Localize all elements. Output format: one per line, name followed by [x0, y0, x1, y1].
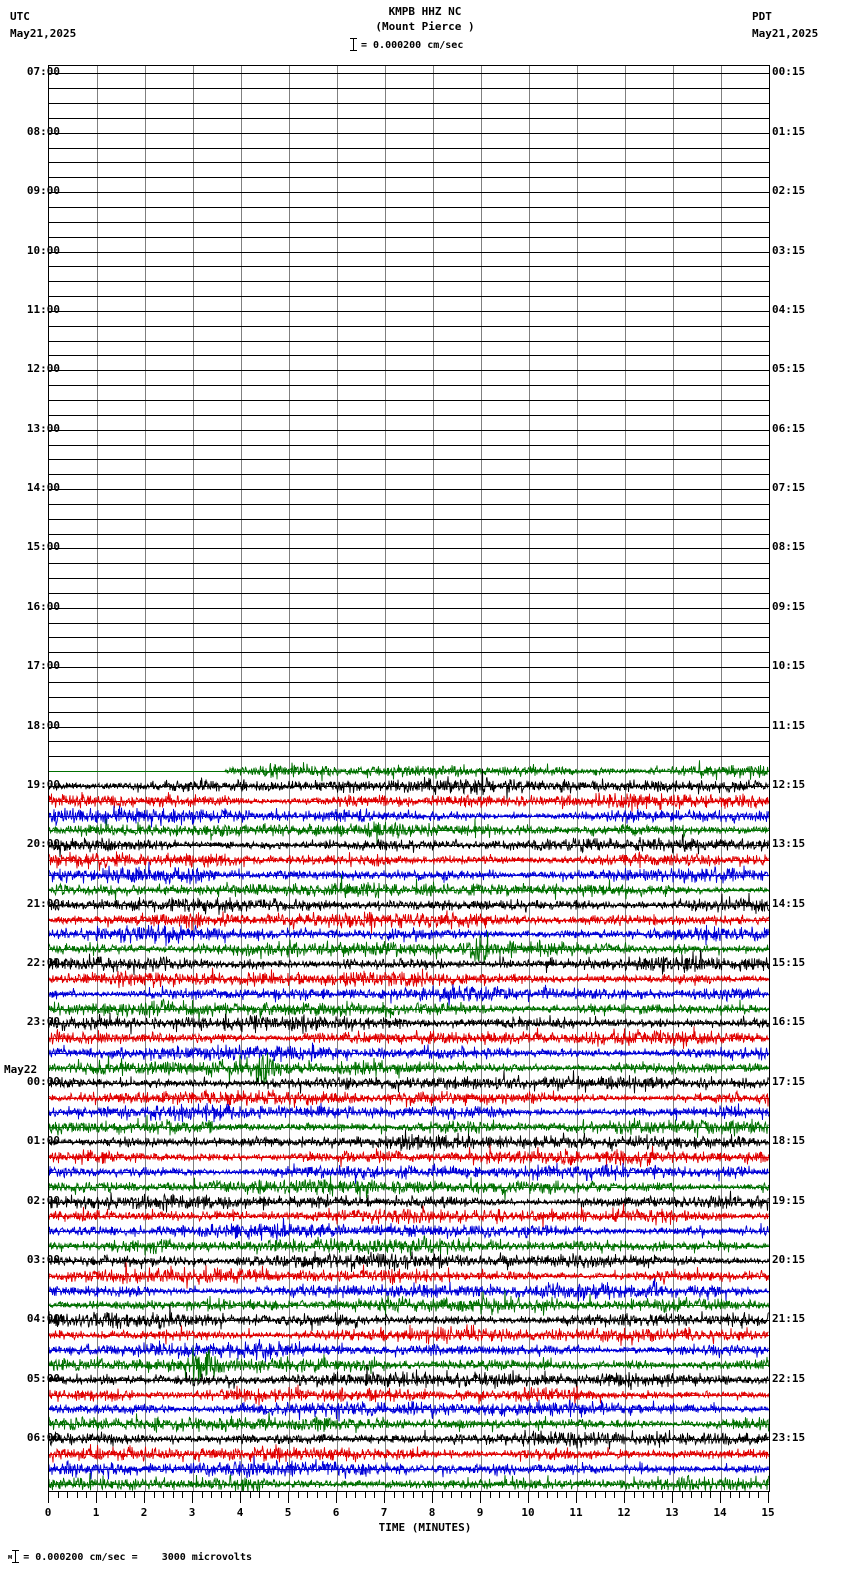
x-axis-minor-tick: [67, 1491, 68, 1498]
station-code: KMPB HHZ NC: [388, 5, 462, 18]
x-axis-minor-tick: [730, 1491, 731, 1498]
x-axis-major-tick: [672, 1491, 673, 1503]
header-right-zone: PDT: [752, 10, 772, 23]
pdt-hour-label: 00:15: [772, 65, 806, 79]
trace-baseline: [49, 355, 769, 356]
x-axis-title: TIME (MINUTES): [378, 1521, 472, 1534]
x-axis-tick-label: 15: [761, 1506, 775, 1519]
x-axis-tick-label: 4: [236, 1506, 244, 1519]
header-scale-bar: [350, 38, 463, 51]
utc-hour-label: 06:00: [26, 1431, 60, 1445]
x-axis-minor-tick: [278, 1491, 279, 1498]
x-axis-minor-tick: [758, 1491, 759, 1498]
trace-baseline: [49, 326, 769, 327]
pdt-hour-label: 21:15: [772, 1312, 806, 1326]
x-axis-minor-tick: [442, 1491, 443, 1498]
x-axis-major-tick: [720, 1491, 721, 1503]
x-axis-tick-label: 10: [521, 1506, 535, 1519]
x-axis-minor-tick: [346, 1491, 347, 1498]
pdt-hour-label: 18:15: [772, 1134, 806, 1148]
pdt-hour-label: 09:15: [772, 599, 806, 613]
x-axis-minor-tick: [182, 1491, 183, 1498]
trace-baseline: [49, 311, 769, 312]
pdt-hour-label: 22:15: [772, 1371, 806, 1385]
trace-baseline: [49, 474, 769, 475]
x-axis-tick-label: 11: [569, 1506, 583, 1519]
trace-baseline: [49, 563, 769, 564]
trace-baseline: [49, 341, 769, 342]
header-right-timezone-block: [752, 8, 840, 42]
x-axis-minor-tick: [365, 1491, 366, 1498]
x-axis-major-tick: [96, 1491, 97, 1503]
x-axis-tick-label: 7: [380, 1506, 388, 1519]
trace-baseline: [49, 445, 769, 446]
pdt-hour-label: 04:15: [772, 302, 806, 316]
x-axis-tick-label: 9: [476, 1506, 484, 1519]
pdt-hour-label: 13:15: [772, 837, 806, 851]
x-axis-major-tick: [576, 1491, 577, 1503]
utc-hour-label: 17:00: [26, 659, 60, 673]
x-axis-minor-tick: [173, 1491, 174, 1498]
trace-baseline: [49, 682, 769, 683]
x-axis-minor-tick: [682, 1491, 683, 1498]
x-axis-line: [48, 1491, 769, 1492]
trace-baseline: [49, 88, 769, 89]
x-axis-minor-tick: [125, 1491, 126, 1498]
x-axis-tick-label: 0: [44, 1506, 52, 1519]
helicorder-plot-inner: [49, 66, 769, 1491]
pdt-hour-label: 10:15: [772, 659, 806, 673]
trace-baseline: [49, 415, 769, 416]
x-axis-minor-tick: [307, 1491, 308, 1498]
x-axis-minor-tick: [355, 1491, 356, 1498]
x-axis-minor-tick: [326, 1491, 327, 1498]
x-axis-major-tick: [384, 1491, 385, 1503]
trace-baseline: [49, 207, 769, 208]
header-right-date: May21,2025: [752, 27, 819, 40]
pdt-hour-label: 19:15: [772, 1193, 806, 1207]
trace-baseline: [49, 741, 769, 742]
x-axis-minor-tick: [739, 1491, 740, 1498]
utc-hour-label: 10:00: [26, 243, 60, 257]
trace-baseline: [49, 133, 769, 134]
trace-baseline: [49, 103, 769, 104]
trace-baseline: [49, 623, 769, 624]
utc-hour-label: 20:00: [26, 837, 60, 851]
x-axis-major-tick: [432, 1491, 433, 1503]
x-axis-tick-label: 1: [92, 1506, 100, 1519]
x-axis-major-tick: [288, 1491, 289, 1503]
x-axis-minor-tick: [230, 1491, 231, 1498]
pdt-hour-label: 15:15: [772, 956, 806, 970]
trace-baseline: [49, 459, 769, 460]
x-axis-minor-tick: [211, 1491, 212, 1498]
trace-baseline: [49, 578, 769, 579]
trace-baseline: [49, 252, 769, 253]
trace-baseline: [49, 296, 769, 297]
x-axis-minor-tick: [86, 1491, 87, 1498]
x-axis-tick-label: 13: [665, 1506, 679, 1519]
x-axis-tick-label: 3: [188, 1506, 196, 1519]
x-axis-major-tick: [480, 1491, 481, 1503]
x-axis-minor-tick: [317, 1491, 318, 1498]
x-axis-minor-tick: [163, 1491, 164, 1498]
trace-baseline: [49, 504, 769, 505]
trace-baseline: [49, 148, 769, 149]
trace-baseline: [49, 192, 769, 193]
seismic-trace: [49, 1466, 769, 1491]
utc-hour-label: 07:00: [26, 65, 60, 79]
x-axis-minor-tick: [518, 1491, 519, 1498]
utc-hour-label: 09:00: [26, 184, 60, 198]
pdt-hour-label: 07:15: [772, 481, 806, 495]
pdt-hour-label: 16:15: [772, 1015, 806, 1029]
date-change-label: May22: [4, 1062, 38, 1076]
trace-baseline: [49, 73, 769, 74]
trace-baseline: [49, 370, 769, 371]
x-axis-minor-tick: [451, 1491, 452, 1498]
x-axis-tick-label: 6: [332, 1506, 340, 1519]
helicorder-plot[interactable]: [48, 65, 770, 1492]
footer-scale-note: [8, 1550, 252, 1563]
x-axis-minor-tick: [250, 1491, 251, 1498]
x-axis-minor-tick: [422, 1491, 423, 1498]
trace-baseline: [49, 727, 769, 728]
trace-baseline: [49, 637, 769, 638]
utc-hour-label: 12:00: [26, 362, 60, 376]
trace-baseline: [49, 593, 769, 594]
x-axis-major-tick: [528, 1491, 529, 1503]
trace-baseline: [49, 489, 769, 490]
pdt-hour-label: 05:15: [772, 362, 806, 376]
x-axis-minor-tick: [77, 1491, 78, 1498]
pdt-hour-label: 20:15: [772, 1252, 806, 1266]
x-axis-minor-tick: [461, 1491, 462, 1498]
pdt-hour-label: 02:15: [772, 184, 806, 198]
pdt-hour-label: 03:15: [772, 243, 806, 257]
trace-baseline: [49, 712, 769, 713]
trace-baseline: [49, 652, 769, 653]
utc-hour-label: 19:00: [26, 777, 60, 791]
x-axis-minor-tick: [547, 1491, 548, 1498]
utc-hour-label: 00:00: [26, 1074, 60, 1088]
footer-i-beam-scale-icon: [12, 1550, 19, 1563]
utc-hour-label: 22:00: [26, 956, 60, 970]
pdt-hour-label: 12:15: [772, 777, 806, 791]
pdt-hour-label: 14:15: [772, 896, 806, 910]
x-axis-minor-tick: [643, 1491, 644, 1498]
x-axis-minor-tick: [221, 1491, 222, 1498]
x-axis-major-tick: [48, 1491, 49, 1503]
trace-baseline: [49, 430, 769, 431]
x-axis-minor-tick: [749, 1491, 750, 1498]
x-axis-minor-tick: [403, 1491, 404, 1498]
pdt-hour-label: 08:15: [772, 540, 806, 554]
trace-baseline: [49, 534, 769, 535]
utc-hour-label: 13:00: [26, 421, 60, 435]
trace-baseline: [49, 667, 769, 668]
trace-baseline: [49, 385, 769, 386]
x-axis-minor-tick: [538, 1491, 539, 1498]
x-axis-minor-tick: [710, 1491, 711, 1498]
x-axis-minor-tick: [58, 1491, 59, 1498]
x-axis-minor-tick: [490, 1491, 491, 1498]
trace-baseline: [49, 162, 769, 163]
x-axis-minor-tick: [115, 1491, 116, 1498]
footer-micro-prefix: м: [8, 1553, 13, 1561]
utc-hour-label: 04:00: [26, 1312, 60, 1326]
utc-hour-label: 01:00: [26, 1134, 60, 1148]
pdt-hour-label: 11:15: [772, 718, 806, 732]
x-axis-major-tick: [624, 1491, 625, 1503]
trace-baseline: [49, 237, 769, 238]
x-axis-minor-tick: [605, 1491, 606, 1498]
x-axis-minor-tick: [653, 1491, 654, 1498]
x-axis-minor-tick: [586, 1491, 587, 1498]
x-axis-minor-tick: [509, 1491, 510, 1498]
x-axis-tick-label: 12: [617, 1506, 631, 1519]
x-axis-minor-tick: [269, 1491, 270, 1498]
x-axis-tick-label: 5: [284, 1506, 292, 1519]
x-axis-major-tick: [336, 1491, 337, 1503]
utc-hour-label: 15:00: [26, 540, 60, 554]
x-axis-minor-tick: [202, 1491, 203, 1498]
utc-hour-label: 08:00: [26, 124, 60, 138]
trace-baseline: [49, 697, 769, 698]
x-axis-minor-tick: [691, 1491, 692, 1498]
x-axis-minor-tick: [566, 1491, 567, 1498]
header-station-block: [0, 4, 850, 34]
x-axis-minor-tick: [154, 1491, 155, 1498]
trace-baseline: [49, 177, 769, 178]
x-axis: [48, 1491, 769, 1505]
x-axis-major-tick: [240, 1491, 241, 1503]
trace-baseline: [49, 118, 769, 119]
utc-hour-label: 14:00: [26, 481, 60, 495]
x-axis-minor-tick: [701, 1491, 702, 1498]
utc-hour-label: 05:00: [26, 1371, 60, 1385]
pdt-hour-label: 23:15: [772, 1431, 806, 1445]
x-axis-minor-tick: [634, 1491, 635, 1498]
header-left-zone: UTC: [10, 10, 30, 23]
utc-hour-label: 11:00: [26, 302, 60, 316]
x-axis-tick-label: 14: [713, 1506, 727, 1519]
x-axis-minor-tick: [595, 1491, 596, 1498]
x-axis-major-tick: [144, 1491, 145, 1503]
utc-hour-label: 18:00: [26, 718, 60, 732]
x-axis-minor-tick: [298, 1491, 299, 1498]
trace-baseline: [49, 266, 769, 267]
utc-hour-label: 03:00: [26, 1252, 60, 1266]
pdt-hour-label: 01:15: [772, 124, 806, 138]
trace-baseline: [49, 281, 769, 282]
x-axis-minor-tick: [499, 1491, 500, 1498]
utc-hour-label: 23:00: [26, 1015, 60, 1029]
x-axis-minor-tick: [394, 1491, 395, 1498]
utc-hour-label: 16:00: [26, 599, 60, 613]
header-scale-text: = 0.000200 cm/sec: [361, 40, 464, 51]
x-axis-minor-tick: [413, 1491, 414, 1498]
pdt-hour-label: 17:15: [772, 1074, 806, 1088]
x-axis-minor-tick: [134, 1491, 135, 1498]
utc-hour-label: 21:00: [26, 896, 60, 910]
trace-baseline: [49, 400, 769, 401]
x-axis-tick-label: 2: [140, 1506, 148, 1519]
x-axis-minor-tick: [374, 1491, 375, 1498]
trace-baseline: [49, 548, 769, 549]
x-axis-minor-tick: [614, 1491, 615, 1498]
utc-hour-label: 02:00: [26, 1193, 60, 1207]
i-beam-scale-icon: [350, 38, 357, 51]
x-axis-minor-tick: [662, 1491, 663, 1498]
station-name: (Mount Pierce ): [375, 20, 475, 33]
x-axis-minor-tick: [259, 1491, 260, 1498]
trace-baseline: [49, 519, 769, 520]
pdt-hour-label: 06:15: [772, 421, 806, 435]
trace-baseline: [49, 608, 769, 609]
x-axis-major-tick: [192, 1491, 193, 1503]
x-axis-minor-tick: [106, 1491, 107, 1498]
footer-scale-text: = 0.000200 cm/sec = 3000 microvolts: [23, 1552, 252, 1563]
x-axis-minor-tick: [557, 1491, 558, 1498]
x-axis-minor-tick: [470, 1491, 471, 1498]
header-left-date: May21,2025: [10, 27, 77, 40]
x-axis-tick-label: 8: [428, 1506, 436, 1519]
x-axis-major-tick: [768, 1491, 769, 1503]
trace-baseline: [49, 222, 769, 223]
